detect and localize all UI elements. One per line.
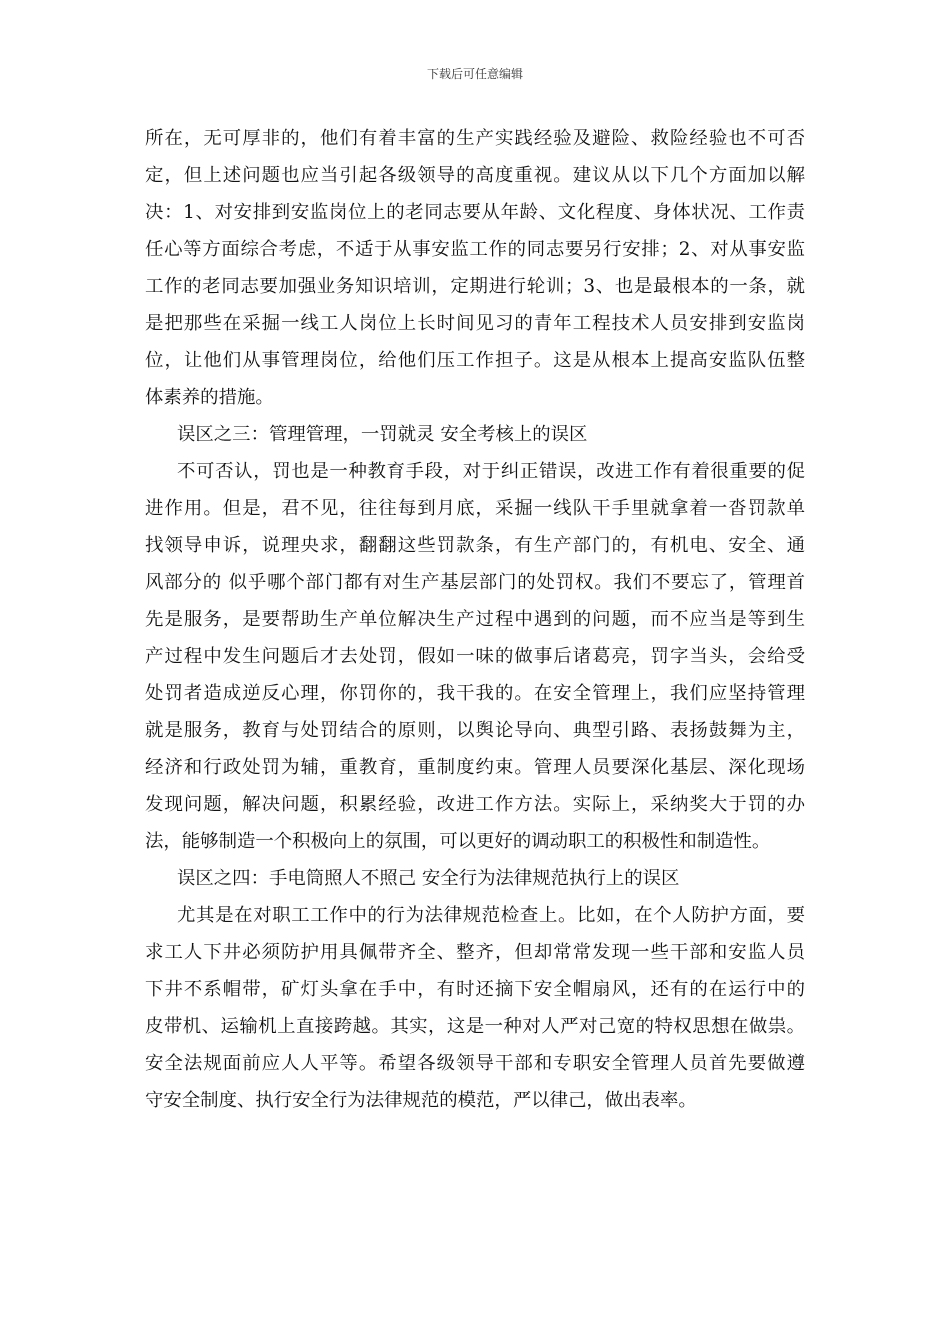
text-line: 就是服务，教育与处罚结合的原则，以舆论导向、典型引路、表扬鼓舞为主， bbox=[145, 720, 805, 741]
text-line: 是把那些在采掘一线工人岗位上长时间见习的青年工程技术人员安排到安监岗 bbox=[145, 313, 805, 334]
text-line: 先是服务，是要帮助生产单位解决生产过程中遇到的问题，而不应当是等到生 bbox=[145, 609, 805, 630]
text-line: 决：1、对安排到安监岗位上的老同志要从年龄、文化程度、身体状况、工作责 bbox=[145, 202, 805, 223]
text-line: 经济和行政处罚为辅，重教育，重制度约束。管理人员要深化基层、深化现场 bbox=[145, 757, 805, 778]
page-header: 下载后可任意编辑 bbox=[426, 67, 523, 81]
text-line: 求工人下井必须防护用具佩带齐全、整齐，但却常常发现一些干部和安监人员 bbox=[145, 942, 805, 963]
text-line: 找领导申诉，说理央求，翻翻这些罚款条，有生产部门的，有机电、安全、通 bbox=[145, 535, 805, 556]
text-line: 安全法规面前应人人平等。希望各级领导干部和专职安全管理人员首先要做遵 bbox=[145, 1053, 805, 1074]
text-line: 定，但上述问题也应当引起各级领导的高度重视。建议从以下几个方面加以解 bbox=[145, 165, 805, 186]
text-line: 守安全制度、执行安全行为法律规范的模范，严以律己，做出表率。 bbox=[145, 1090, 697, 1111]
text-line: 发现问题，解决问题，积累经验，改进工作方法。实际上，采纳奖大于罚的办 bbox=[145, 794, 805, 815]
text-line: 产过程中发生问题后才去处罚，假如一味的做事后诸葛亮，罚字当头，会给受 bbox=[145, 646, 805, 667]
text-line: 误区之三：管理管理，一罚就灵 安全考核上的误区 bbox=[177, 424, 588, 445]
text-line: 任心等方面综合考虑，不适于从事安监工作的同志要另行安排；2、对从事安监 bbox=[145, 239, 805, 260]
text-line: 误区之四：手电筒照人不照己 安全行为法律规范执行上的误区 bbox=[177, 868, 680, 889]
text-line: 处罚者造成逆反心理，你罚你的，我干我的。在安全管理上，我们应坚持管理 bbox=[145, 683, 805, 704]
document-body bbox=[145, 120, 805, 1119]
text-line: 进作用。但是，君不见，往往每到月底，采掘一线队干手里就拿着一沓罚款单 bbox=[145, 498, 805, 519]
text-line: 工作的老同志要加强业务知识培训，定期进行轮训；3、也是最根本的一条，就 bbox=[145, 276, 805, 297]
text-line: 尤其是在对职工工作中的行为法律规范检查上。比如，在个人防护方面，要 bbox=[177, 905, 805, 926]
text-line: 体素养的措施。 bbox=[145, 387, 274, 408]
text-line: 位，让他们从事管理岗位，给他们压工作担子。这是从根本上提高安监队伍整 bbox=[145, 350, 805, 371]
text-line: 不可否认，罚也是一种教育手段，对于纠正错误，改进工作有着很重要的促 bbox=[177, 461, 805, 482]
text-line: 法，能够制造一个积极向上的氛围，可以更好的调动职工的积极性和制造性。 bbox=[145, 831, 771, 852]
text-line: 皮带机、运输机上直接跨越。其实，这是一种对人严对己宽的特权思想在做祟。 bbox=[145, 1016, 805, 1037]
text-line: 所在，无可厚非的，他们有着丰富的生产实践经验及避险、救险经验也不可否 bbox=[145, 128, 805, 149]
text-line: 风部分的 似乎哪个部门都有对生产基层部门的处罚权。我们不要忘了，管理首 bbox=[145, 572, 805, 593]
text-line: 下井不系帽带，矿灯头拿在手中，有时还摘下安全帽扇风，还有的在运行中的 bbox=[145, 979, 805, 1000]
